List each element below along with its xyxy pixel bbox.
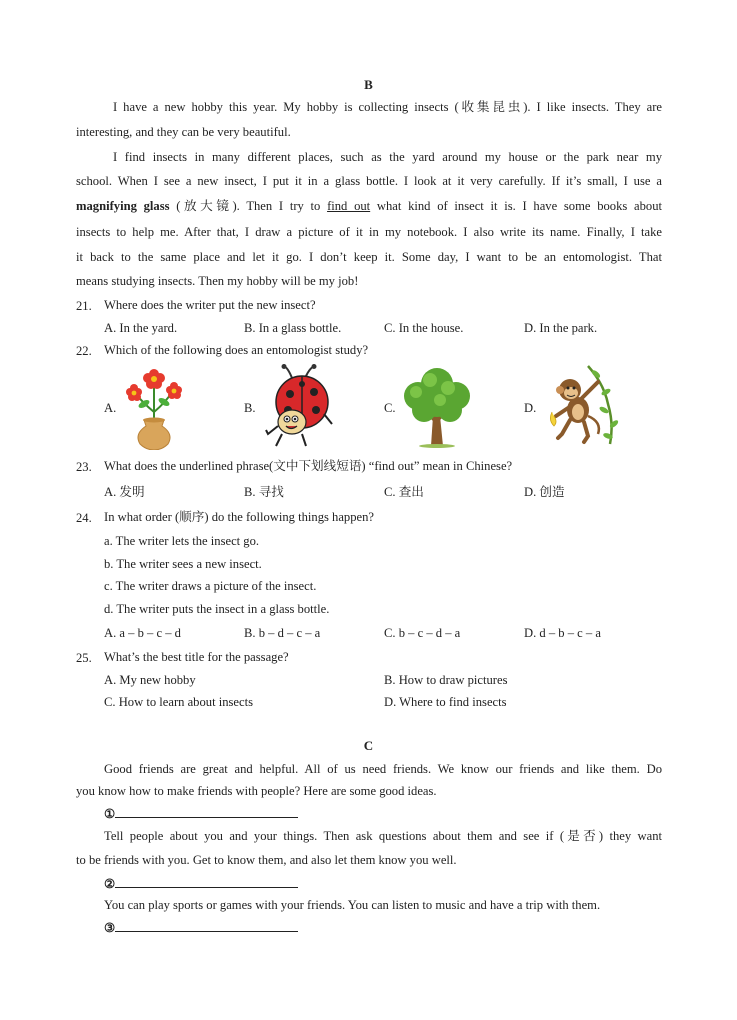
q21-option-a[interactable]: A. In the yard. (104, 321, 178, 335)
q24-option-b[interactable]: B. b – d – c – a (244, 626, 321, 640)
q22-text: Which of the following does an entomologist study? (104, 343, 369, 357)
b-p2-line1: I find insects in many different places, such as the yard around my house or the park near my (113, 150, 662, 164)
q21-number: 21. (76, 299, 92, 313)
b-p2-line6: means studying insects. Then my hobby will be my job! (76, 274, 359, 288)
q22-option-c[interactable]: C. (384, 401, 396, 415)
q22-option-b[interactable]: B. (244, 401, 256, 415)
q25-option-c[interactable]: C. How to learn about insects (104, 695, 253, 709)
section-b-title: B (364, 77, 373, 92)
b-p2-line4: insects to help me. After that, I draw a picture of it in my notebook. I also write its name. Finally, I take (76, 225, 662, 239)
q24-option-a[interactable]: A. a – b – c – d (104, 626, 181, 640)
q25-option-b[interactable]: B. How to draw pictures (384, 673, 508, 687)
c-p3-line1: You can play sports or games with your friends. You can listen to music and have a trip with them. (104, 898, 601, 912)
answer-blank-3[interactable] (104, 918, 690, 937)
q23-option-d[interactable]: D. 创造 (524, 485, 565, 499)
q22-option-d[interactable]: D. (524, 401, 537, 415)
blank-1-line[interactable] (115, 804, 298, 818)
answer-blank-2[interactable] (104, 874, 690, 893)
q23-option-c[interactable]: C. 查出 (384, 485, 424, 499)
q21-option-c[interactable]: C. In the house. (384, 321, 464, 335)
q24-item-d: d. The writer puts the insect in a glass bottle. (104, 602, 330, 616)
b-p2-line3-pre: (放大镜). Then I try to (169, 199, 328, 213)
tree-image (400, 366, 474, 448)
b-p1-line1: I have a new hobby this year. My hobby is collecting insects (收集昆虫). I like insects. They are (113, 100, 662, 114)
q24-item-a: a. The writer lets the insect go. (104, 534, 260, 548)
b-p2-line3 (76, 197, 662, 215)
q24-item-c: c. The writer draws a picture of the insect. (104, 579, 317, 593)
blank-3-marker: ③ (104, 921, 116, 935)
q21-option-d[interactable]: D. In the park. (524, 321, 598, 335)
b-p1-line2: interesting, and they can be very beautiful. (76, 125, 291, 139)
q21-text: Where does the writer put the new insect? (104, 298, 316, 312)
q23-option-b[interactable]: B. 寻找 (244, 485, 284, 499)
blank-1-marker: ① (104, 807, 116, 821)
q23-text: What does the underlined phrase(文中下划线短语) “find out” mean in Chinese? (104, 459, 513, 473)
flower-vase-image (122, 364, 186, 450)
ladybug-image (262, 364, 336, 448)
section-c-title: C (363, 738, 374, 753)
blank-2-marker: ② (104, 877, 116, 891)
q21-option-b[interactable]: B. In a glass bottle. (244, 321, 342, 335)
q22-option-a[interactable]: A. (104, 401, 117, 415)
q22-number: 22. (76, 344, 92, 358)
c-p1-line1: Good friends are great and helpful. All of us need friends. We know our friends and like them. Do (104, 762, 662, 776)
blank-2-line[interactable] (115, 874, 298, 888)
q25-text: What’s the best title for the passage? (104, 650, 289, 664)
q24-item-b: b. The writer sees a new insect. (104, 557, 262, 571)
q24-text: In what order (顺序) do the following things happen? (104, 510, 375, 524)
c-p2-line1: Tell people about you and your things. Then ask questions about them and see if (是否) they want (104, 829, 662, 843)
q24-number: 24. (76, 511, 92, 525)
q25-number: 25. (76, 651, 92, 665)
c-p1-line2: you know how to make friends with people? Here are some good ideas. (76, 784, 437, 798)
monkey-image (548, 364, 620, 450)
q25-option-a[interactable]: A. My new hobby (104, 673, 196, 687)
b-p2-line5: it back to the same place and let it go. I don’t keep it. Some day, I want to be an entomologist. That (76, 250, 662, 264)
blank-3-line[interactable] (115, 918, 298, 932)
q25-option-d[interactable]: D. Where to find insects (384, 695, 507, 709)
c-p2-line2: to be friends with you. Get to know them, and also let them know you well. (76, 853, 457, 867)
q23-number: 23. (76, 460, 92, 474)
b-p2-line3-post: what kind of insect it is. I have some books about (370, 199, 662, 213)
q23-option-a[interactable]: A. 发明 (104, 485, 145, 499)
answer-blank-1[interactable] (104, 804, 690, 823)
bold-term: magnifying glass (76, 199, 170, 213)
q24-option-c[interactable]: C. b – c – d – a (384, 626, 461, 640)
q24-option-d[interactable]: D. d – b – c – a (524, 626, 601, 640)
b-p2-line2: school. When I see a new insect, I put it in a glass bottle. I look at it very carefully. If it’s small, I use a (76, 174, 662, 188)
underlined-phrase: find out (327, 199, 371, 213)
